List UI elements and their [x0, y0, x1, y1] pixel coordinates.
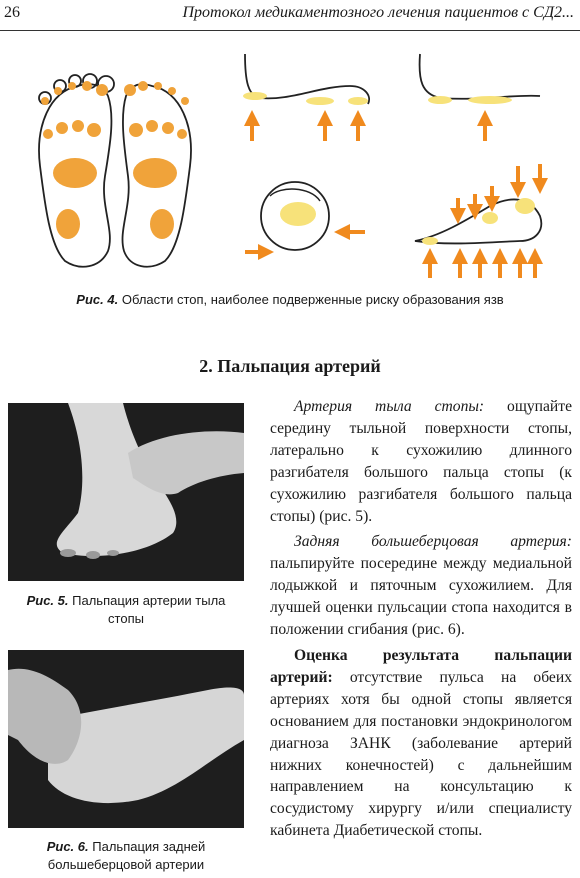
- side-foot-normal-drawing: [420, 54, 540, 141]
- paragraph-dorsalis-pedis: [270, 396, 572, 527]
- text-posterior-tibial: пальпируйте посередине между медиальной лодыжкой и пяточным сухожилием. Для лучшей оценки пульсации стопа находится в положении сгибания (рис. 6).: [270, 555, 572, 639]
- text-dorsalis-pedis: ощупайте середину тыльной поверхности стопы, латерально к сухожилию длинного разгибателя большого пальца стопы (к сухожилию разгибателя большого пальца стопы) (рис. 5).: [270, 398, 572, 525]
- figure-5-label: Рис. 5.: [26, 593, 69, 608]
- figure-6-photo: [8, 650, 244, 828]
- figure-5-photo: [8, 403, 244, 581]
- figure-5-caption: [8, 592, 244, 628]
- section-title: 2. Пальпация артерий: [199, 356, 381, 376]
- figure-4-foot-risk-areas: [20, 46, 560, 286]
- figure-4-caption: [0, 292, 580, 307]
- paragraph-assessment: [270, 645, 572, 842]
- figure-6-caption: [8, 838, 244, 874]
- running-title: Протокол медикаментозного лечения пациентов с СД2...: [182, 4, 574, 21]
- text-assessment: отсутствие пульса на обеих артериях хотя бы одной стопы является основанием для постановки эндокринологом диагноза ЗАНК (заболевание артерий нижних конечностей) с дальнейшим направлением на консультацию к сосудистому хирургу и/или специалисту кабинета Диабетической стопы.: [270, 668, 572, 840]
- term-assessment: Оценка результата пальпации артерий:: [270, 646, 572, 686]
- body-text-column: [270, 396, 572, 846]
- figure-4-label: Рис. 4.: [76, 292, 119, 307]
- side-foot-claw-toe-drawing: [243, 54, 369, 141]
- front-toes-drawing: [245, 182, 365, 252]
- page-header: [0, 0, 580, 31]
- term-dorsalis-pedis: Артерия тыла стопы:: [294, 398, 485, 415]
- paragraph-posterior-tibial: [270, 531, 572, 641]
- figure-5-caption-text: Пальпация артерии тыла стопы: [72, 593, 226, 626]
- figure-4-caption-text: Области стоп, наиболее подверженные риску образования язв: [121, 292, 504, 307]
- term-posterior-tibial: Задняя большеберцовая артерия:: [294, 533, 572, 551]
- toes-pressure-drawing: [415, 164, 541, 278]
- figure-6-label: Рис. 6.: [46, 839, 89, 854]
- page-number: 26: [4, 4, 20, 21]
- figure-6-caption-text: Пальпация задней большеберцовой артерии: [47, 839, 206, 872]
